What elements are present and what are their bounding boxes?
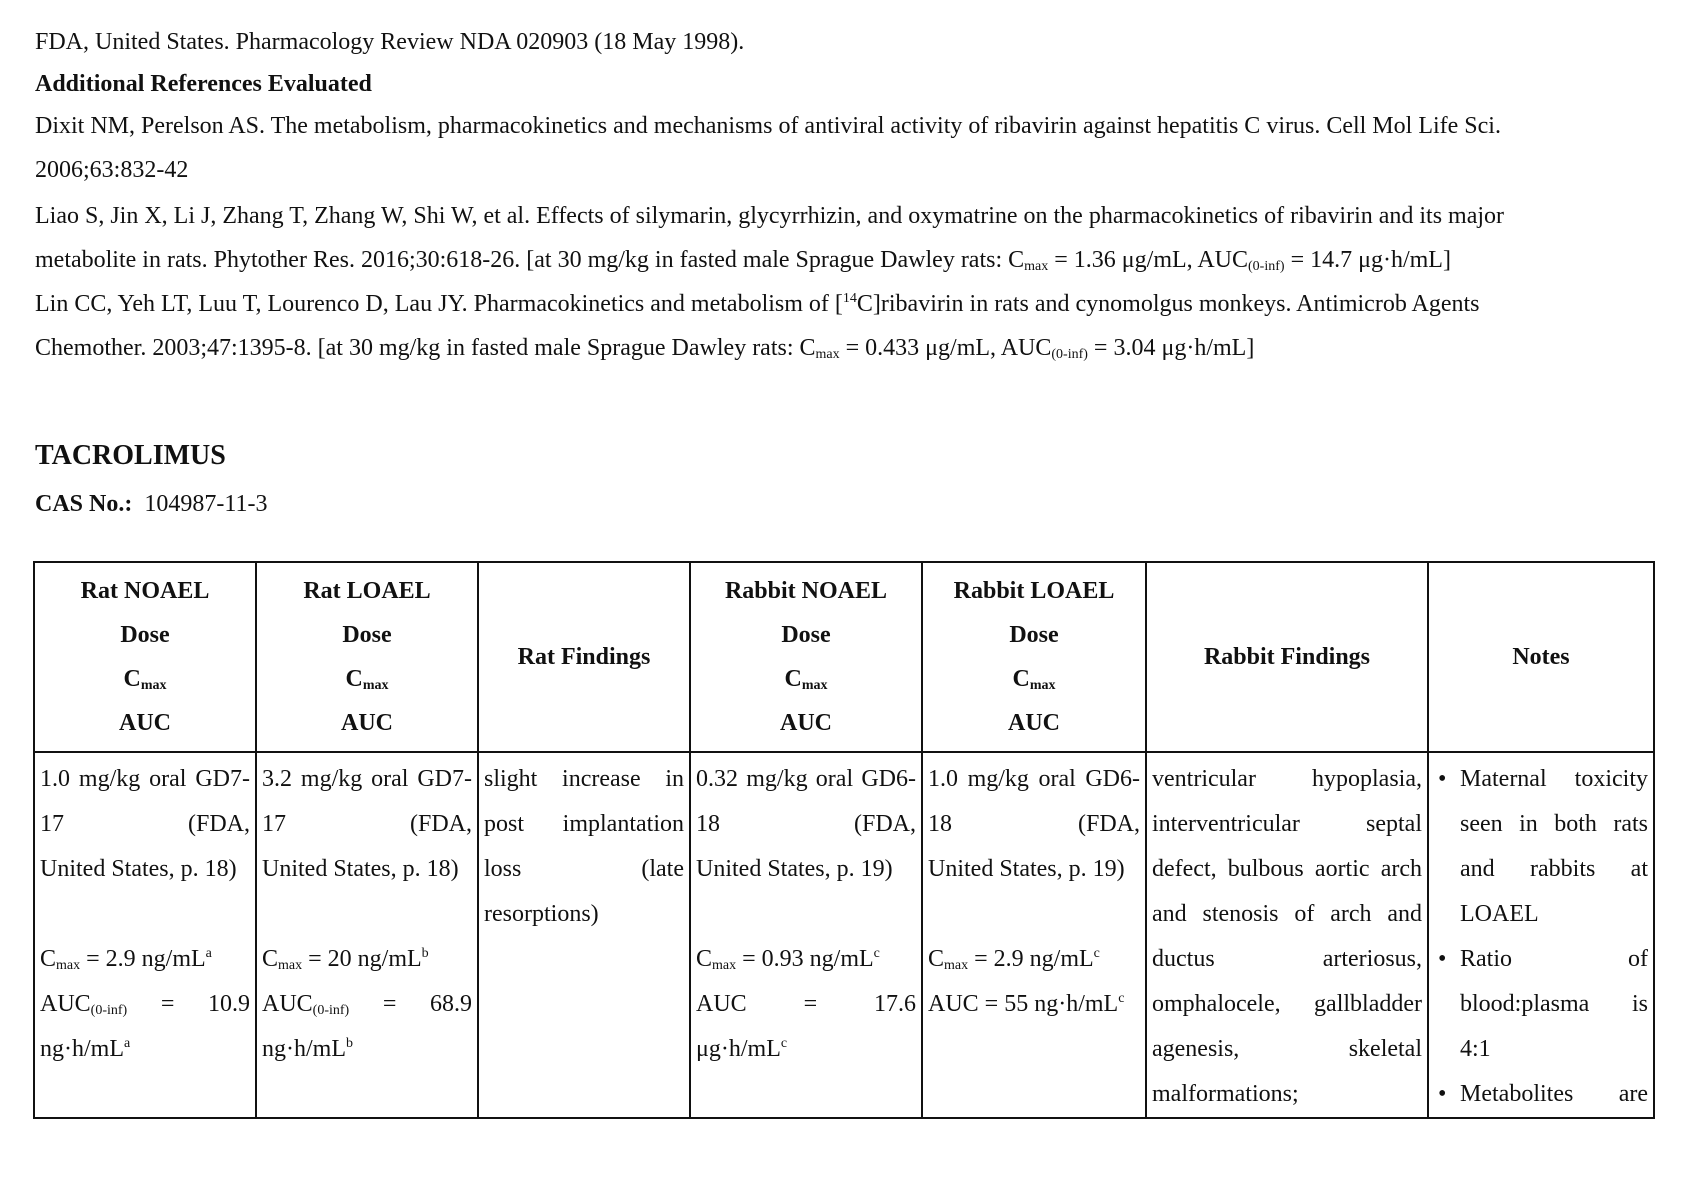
cell-rabbit-loael: 1.0 mg/kg oral GD6-18 (FDA, United States, p. 19) $C_{max} = 2.9$ $ng/mL^c$ AUC = 55 $ng\cdot h/mL^c$ xyxy=(922,752,1146,1118)
cell-notes xyxy=(1428,752,1654,1118)
header-rat-noael: Rat NOAEL Dose $C_{max}$ AUC xyxy=(34,562,256,752)
cas-number-line xyxy=(35,484,267,524)
reference-dixit-line-1: Dixit NM, Perelson AS. The metabolism, pharmacokinetics and mechanisms of antiviral activity of ribavirin against hepatitis C virus. Cell Mol Life Sci. xyxy=(35,113,1501,139)
compound-title: TACROLIMUS xyxy=(35,440,226,471)
list-item: • Metabolites are xyxy=(1460,1072,1648,1117)
cas-value: 104987-11-3 xyxy=(144,491,268,517)
cell-rabbit-noael: 0.32 mg/kg oral GD6-18 (FDA, United States, p. 19) $C_{max} = 0.93$ $ng/mL^c$ AUC = 17.6 $\mu g\cdot h/mL^c$ xyxy=(690,752,922,1118)
rabbit-noael-cmax: $C_{max} = 0.93$ $ng/mL^c$ xyxy=(696,946,880,973)
header-notes: Notes xyxy=(1428,562,1654,752)
cas-label: CAS No.: xyxy=(35,491,133,517)
cell-rat-noael: 1.0 mg/kg oral GD7-17 (FDA, United States, p. 18) $C_{max} = 2.9$ $ng/mL^a$ $AUC_{(0-inf)} = 10.9$ $ng\cdot h/mL^a$ xyxy=(34,752,256,1118)
header-rat-loael: Rat LOAEL Dose $C_{max}$ AUC xyxy=(256,562,478,752)
header-rabbit-noael: Rabbit NOAEL Dose $C_{max}$ AUC xyxy=(690,562,922,752)
rat-noael-auc: $AUC_{(0-inf)} = 10.9$ $ng\cdot h/mL^a$ xyxy=(40,991,250,1062)
reference-fda-review: FDA, United States. Pharmacology Review NDA 020903 (18 May 1998). xyxy=(35,29,745,55)
rabbit-loael-auc: AUC = 55 $ng\cdot h/mL^c$ xyxy=(928,991,1125,1017)
reference-liao-line-2: metabolite in rats. Phytother Res. 2016;30:618-26. [at 30 mg/kg in fasted male Sprague Dawley rats: $C_{max} = 1.36$ μg/mL, $AUC_{(0-inf)} = 14.7$ μg·h/mL] xyxy=(35,247,1451,274)
cell-rabbit-findings: ventricular hypoplasia, interventricular septal defect, bulbous aortic arch and stenosis of arch and ductus arteriosus, omphalocele, gallbladder agenesis, skeletal malformations; xyxy=(1146,752,1428,1118)
reference-dixit-line-2: 2006;63:832-42 xyxy=(35,157,189,183)
table-header-row xyxy=(34,562,1654,752)
rabbit-noael-auc: AUC = 17.6 $\mu g\cdot h/mL^c$ xyxy=(696,991,916,1062)
header-rabbit-loael: Rabbit LOAEL Dose $C_{max}$ AUC xyxy=(922,562,1146,752)
additional-references-heading: Additional References Evaluated xyxy=(35,71,372,97)
table-row xyxy=(34,752,1654,1118)
cell-rat-loael: 3.2 mg/kg oral GD7-17 (FDA, United States, p. 18) $C_{max} = 20$ $ng/mL^b$ $AUC_{(0-inf)} = 68.9$ $ng\cdot h/mL^b$ xyxy=(256,752,478,1118)
header-rat-findings: Rat Findings xyxy=(478,562,690,752)
list-item: • Ratio of blood:plasma is 4:1 xyxy=(1460,937,1648,1072)
reference-liao-line-1: Liao S, Jin X, Li J, Zhang T, Zhang W, Shi W, et al. Effects of silymarin, glycyrrhizin, and oxymatrine on the pharmacokinetics of ribavirin and its major xyxy=(35,203,1505,229)
reference-lin-line-2: Chemother. 2003;47:1395-8. [at 30 mg/kg in fasted male Sprague Dawley rats: $C_{max} = 0.433$ μg/mL, $AUC_{(0-inf)} = 3.04$ μg·h/mL] xyxy=(35,335,1255,362)
reference-lin-line-1: Lin CC, Yeh LT, Luu T, Lourenco D, Lau JY. Pharmacokinetics and metabolism of [$^{14}$C]ribavirin in rats and cynomolgus monkeys. Antimicrob Agents xyxy=(35,291,1480,317)
rat-loael-cmax: $C_{max} = 20$ $ng/mL^b$ xyxy=(262,946,429,973)
developmental-toxicity-table xyxy=(33,561,1655,1119)
rat-loael-auc: $AUC_{(0-inf)} = 68.9$ $ng\cdot h/mL^b$ xyxy=(262,991,472,1062)
notes-list xyxy=(1434,757,1648,1117)
list-item: • Maternal toxicity seen in both rats and rabbits at LOAEL xyxy=(1460,757,1648,937)
cell-rat-findings: slight increase in post implantation loss (late resorptions) xyxy=(478,752,690,1118)
header-rabbit-findings: Rabbit Findings xyxy=(1146,562,1428,752)
rat-noael-cmax: $C_{max} = 2.9$ $ng/mL^a$ xyxy=(40,946,212,973)
rabbit-loael-cmax: $C_{max} = 2.9$ $ng/mL^c$ xyxy=(928,946,1100,973)
